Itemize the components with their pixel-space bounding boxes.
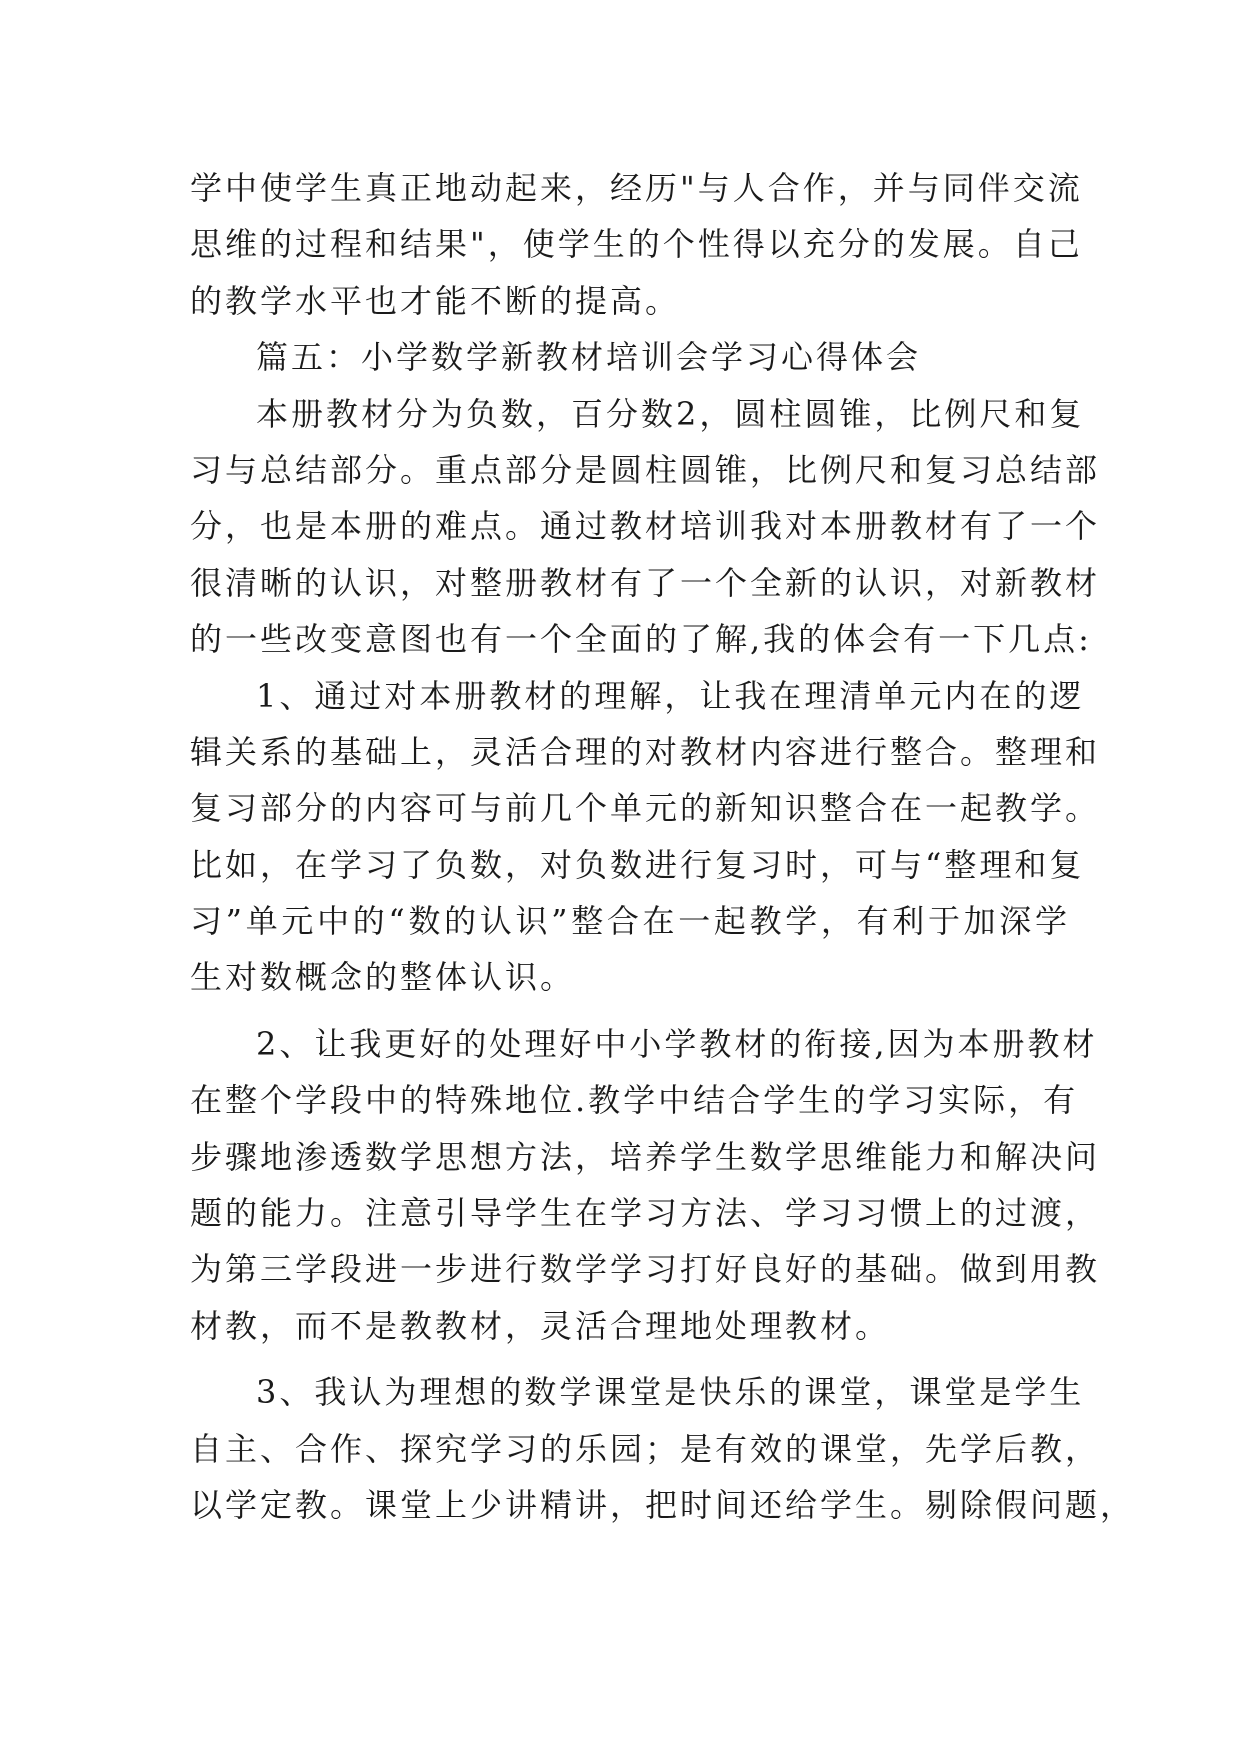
text-line: 在整个学段中的特殊地位.教学中结合学生的学习实际，有: [190, 1081, 1079, 1120]
text-line: 步骤地渗透数学思想方法，培养学生数学思维能力和解决问: [190, 1137, 1101, 1176]
text-line: 自主、合作、探究学习的乐园；是有效的课堂，先学后教，: [190, 1429, 1101, 1468]
text-line: 分，也是本册的难点。通过教材培训我对本册教材有了一个: [190, 507, 1101, 546]
text-line: 的一些改变意图也有一个全面的了解,我的体会有一下几点:: [190, 620, 1092, 659]
paragraph: [190, 1016, 1101, 1354]
text-line: 篇五：小学数学新教材培训会学习心得体会: [256, 338, 922, 377]
paragraph-gap: [190, 1006, 1070, 1016]
paragraph: [190, 386, 1101, 668]
text-line: 复习部分的内容可与前几个单元的新知识整合在一起教学。: [190, 789, 1101, 828]
paragraph: [190, 160, 1083, 329]
text-line: 材教，而不是教教材，灵活合理地处理教材。: [190, 1306, 891, 1345]
paragraph-gap: [190, 1354, 1070, 1364]
paragraph: [190, 1364, 1136, 1533]
section-heading: [190, 329, 1070, 385]
text-line: 的教学水平也才能不断的提高。: [190, 281, 681, 320]
text-line: 习”单元中的“数的认识”整合在一起教学，有利于加深学: [190, 902, 1070, 941]
text-line: 为第三学段进一步进行数学学习打好良好的基础。做到用教: [190, 1250, 1101, 1289]
text-line: 习与总结部分。重点部分是圆柱圆锥，比例尺和复习总结部: [190, 450, 1101, 489]
text-line: 辑关系的基础上，灵活合理的对教材内容进行整合。整理和: [190, 732, 1101, 771]
text-line: 2、让我更好的处理好中小学教材的衔接,因为本册教材: [256, 1024, 1098, 1063]
text-line: 3、我认为理想的数学课堂是快乐的课堂，课堂是学生: [256, 1373, 1085, 1412]
text-line: 思维的过程和结果"，使学生的个性得以充分的发展。自己: [190, 225, 1083, 264]
paragraph: [190, 668, 1101, 1006]
text-line: 1、通过对本册教材的理解，让我在理清单元内在的逻: [256, 676, 1085, 715]
text-line: 题的能力。注意引导学生在学习方法、学习习惯上的过渡，: [190, 1194, 1101, 1233]
text-line: 以学定教。课堂上少讲精讲，把时间还给学生。剔除假问题，: [190, 1485, 1136, 1524]
text-line: 比如，在学习了负数，对负数进行复习时，可与“整理和复: [190, 845, 1085, 884]
text-line: 很清晰的认识，对整册教材有了一个全新的认识，对新教材: [190, 563, 1101, 602]
text-line: 学中使学生真正地动起来，经历"与人合作，并与同伴交流: [190, 169, 1083, 207]
text-line: 本册教材分为负数，百分数2，圆柱圆锥，比例尺和复: [256, 394, 1085, 433]
document-body: [190, 160, 1136, 1533]
text-line: 生对数概念的整体认识。: [190, 958, 576, 997]
